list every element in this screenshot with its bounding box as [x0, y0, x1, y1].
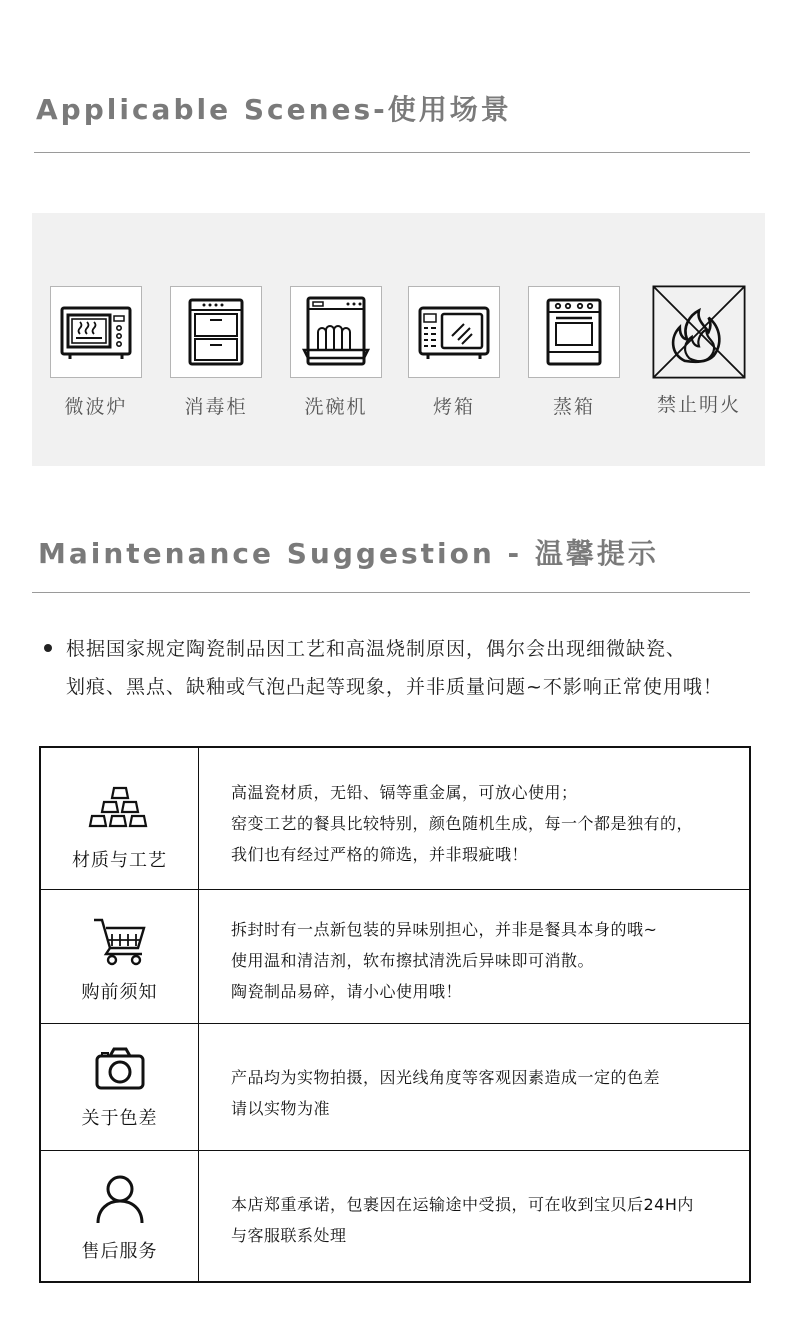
row-header — [41, 748, 198, 889]
table-row — [41, 1151, 749, 1281]
row-header — [41, 890, 198, 1023]
row-line: 高温瓷材质，无铅、镉等重金属，可放心使用； — [231, 783, 578, 802]
scenes-panel — [32, 213, 765, 466]
scene-label: 禁止明火 — [656, 394, 741, 416]
table-row — [41, 1024, 749, 1151]
row-content — [231, 1189, 694, 1251]
row-line: 陶瓷制品易碎，请小心使用哦！ — [231, 982, 463, 1001]
sterilizer-cabinet-icon — [170, 286, 262, 378]
user-icon — [94, 1173, 146, 1225]
shopping-cart-icon — [92, 916, 148, 966]
row-label: 售后服务 — [81, 1241, 158, 1262]
scene-dishwasher — [289, 286, 383, 419]
notice-line: 根据国家规定陶瓷制品因工艺和高温烧制原因，偶尔会出现细微缺瓷、 — [66, 638, 687, 660]
microwave-icon — [50, 286, 142, 378]
scene-no-flame — [651, 286, 747, 417]
bullet-dot — [44, 644, 52, 652]
steam-oven-icon — [528, 286, 620, 378]
no-open-flame-icon — [651, 284, 747, 380]
row-header — [41, 1024, 198, 1150]
row-label: 关于色差 — [81, 1108, 158, 1129]
row-header — [41, 1151, 198, 1281]
scene-label: 洗碗机 — [304, 396, 368, 418]
dishwasher-icon — [290, 286, 382, 378]
scene-label: 蒸箱 — [552, 396, 595, 418]
scene-oven — [407, 286, 501, 419]
row-line: 窑变工艺的餐具比较特别，颜色随机生成，每一个都是独有的， — [231, 814, 694, 833]
scene-microwave — [49, 286, 143, 419]
row-line: 我们也有经过严格的筛选，并非瑕疵哦！ — [231, 845, 529, 864]
info-table — [39, 746, 751, 1283]
scene-sterilizer — [169, 286, 263, 419]
oven-icon — [408, 286, 500, 378]
maintenance-title: Maintenance Suggestion - 温馨提示 — [38, 537, 659, 570]
row-line: 拆封时有一点新包装的异味别担心，并非是餐具本身的哦~ — [231, 920, 658, 939]
scene-label: 烤箱 — [432, 396, 475, 418]
table-row — [41, 890, 749, 1024]
notice-line: 划痕、黑点、缺釉或气泡凸起等现象，并非质量问题~不影响正常使用哦！ — [66, 676, 723, 698]
scene-label: 微波炉 — [64, 396, 128, 418]
row-content — [231, 1062, 660, 1124]
table-row — [41, 748, 749, 890]
row-label: 材质与工艺 — [72, 850, 167, 871]
row-content — [231, 777, 693, 870]
row-line: 请以实物为准 — [231, 1099, 331, 1118]
scenes-divider — [34, 152, 750, 153]
row-line: 本店郑重承诺，包裹因在运输途中受损，可在收到宝贝后24H内 — [231, 1195, 694, 1214]
scene-steam-oven — [527, 286, 621, 419]
row-line: 产品均为实物拍摄，因光线角度等客观因素造成一定的色差 — [231, 1068, 661, 1087]
camera-icon — [94, 1046, 146, 1092]
stacked-bars-icon — [88, 784, 152, 832]
scene-label: 消毒柜 — [184, 396, 248, 418]
row-content — [231, 914, 657, 1007]
row-line: 使用温和清洁剂，软布擦拭清洗后异味即可消散。 — [231, 951, 595, 970]
maintenance-divider — [32, 592, 750, 593]
scenes-title: Applicable Scenes-使用场景 — [36, 93, 512, 126]
row-line: 与客服联系处理 — [231, 1226, 347, 1245]
row-label: 购前须知 — [81, 982, 158, 1003]
